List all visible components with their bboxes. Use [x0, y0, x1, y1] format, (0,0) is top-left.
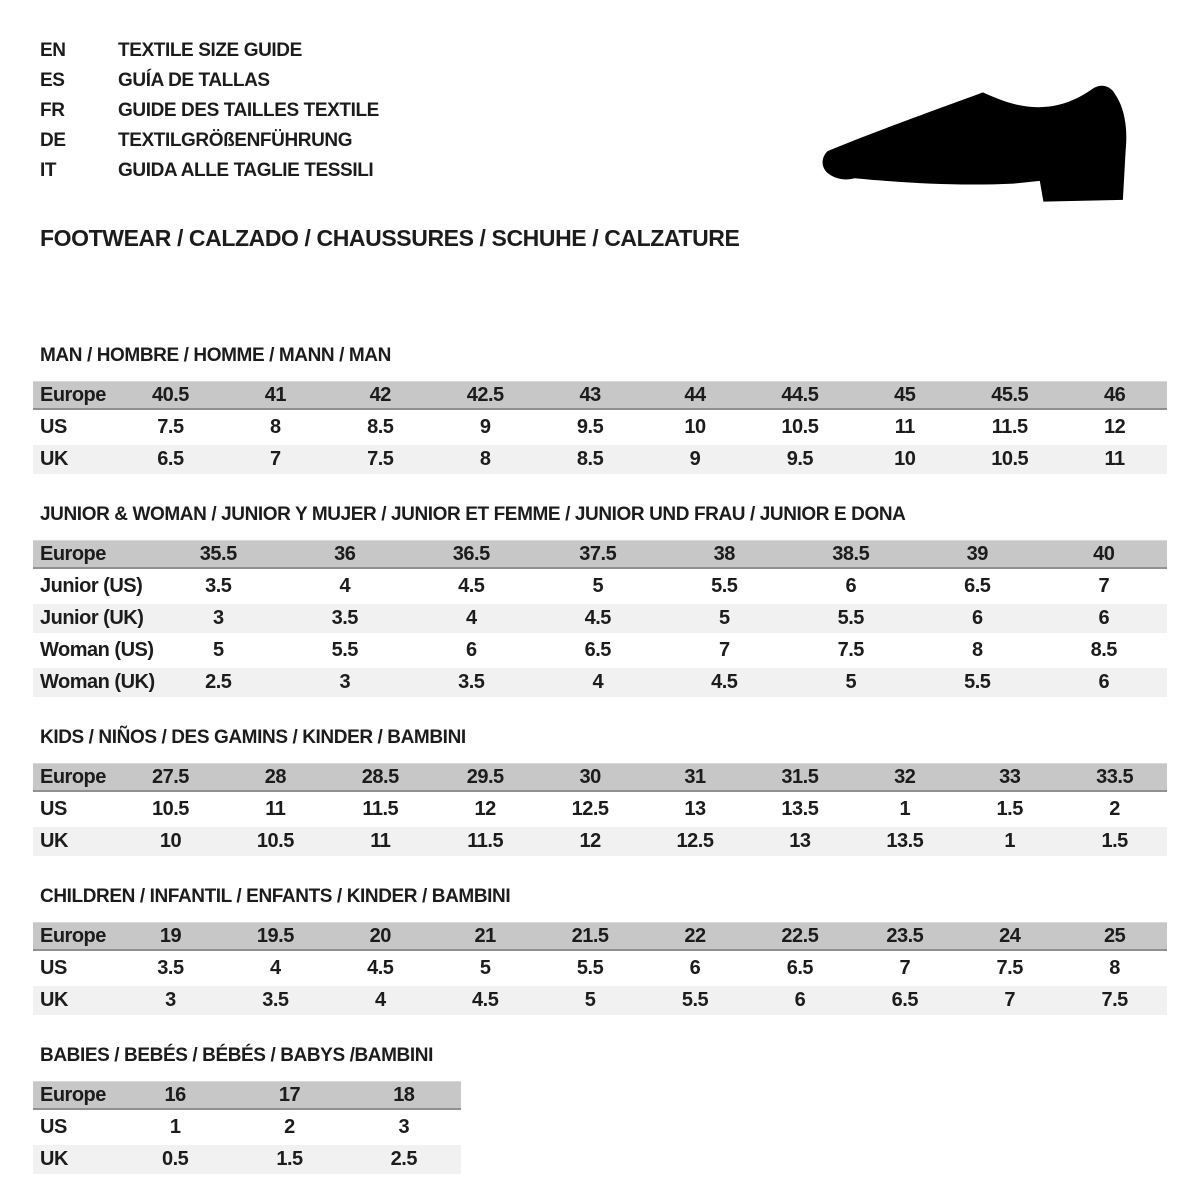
language-label: GUIDE DES TAILLES TEXTILE [118, 100, 379, 121]
size-cell: 8 [479, 448, 491, 470]
row-label: UK [40, 989, 68, 1011]
size-cell: 22.5 [781, 924, 819, 947]
size-cell: 6 [845, 575, 857, 597]
table-row [33, 572, 1167, 601]
size-cell: 8 [971, 639, 983, 661]
table-row [33, 413, 1167, 442]
size-cell: 1.5 [276, 1148, 303, 1170]
table-header-row [33, 763, 1167, 792]
size-cell: 9 [479, 416, 491, 438]
size-cell: 6.5 [964, 575, 991, 597]
size-cell: 10 [684, 416, 706, 438]
size-cell: 3 [339, 671, 351, 693]
size-cell: 8.5 [367, 416, 394, 438]
table-row [33, 668, 1167, 697]
size-cell: 43 [579, 383, 601, 406]
size-cell: 1.5 [1101, 830, 1128, 852]
size-cell: 5 [845, 671, 857, 693]
size-cell: 46 [1103, 383, 1126, 406]
size-cell: 36 [334, 542, 356, 565]
row-label: Europe [40, 765, 106, 788]
size-cell: 38 [713, 542, 735, 565]
size-cell: 2.5 [205, 671, 232, 693]
size-cell: 7.5 [996, 957, 1023, 979]
size-cell: 44.5 [781, 383, 819, 406]
size-cell: 28.5 [361, 765, 399, 788]
size-cell: 3 [398, 1116, 410, 1138]
size-cell: 4.5 [711, 671, 738, 693]
size-cell: 4.5 [472, 989, 499, 1011]
size-cell: 1 [899, 798, 911, 820]
size-cell: 4 [270, 957, 281, 979]
size-cell: 13.5 [781, 798, 819, 820]
size-cell: 7 [899, 957, 911, 979]
size-cell: 10.5 [151, 798, 189, 820]
size-cell: 5.5 [331, 639, 358, 661]
row-label: Junior (US) [40, 575, 143, 597]
language-label: TEXTILGRÖßENFÜHRUNG [118, 130, 353, 151]
row-label: UK [40, 1148, 68, 1170]
row-label: US [40, 957, 67, 979]
row-label: Europe [40, 383, 106, 406]
size-table-kids [33, 763, 1167, 856]
row-label: Woman (UK) [40, 671, 155, 693]
size-cell: 42 [369, 383, 391, 406]
row-label: US [40, 1116, 67, 1138]
size-cell: 36.5 [452, 542, 490, 565]
size-cell: 19.5 [256, 924, 294, 947]
table-header-row [33, 922, 1167, 951]
size-cell: 11.5 [362, 798, 399, 820]
size-table-babies [33, 1081, 461, 1174]
size-cell: 3.5 [458, 671, 485, 693]
size-cell: 12.5 [571, 798, 609, 820]
row-label: US [40, 416, 67, 438]
size-cell: 5.5 [837, 607, 864, 629]
size-cell: 29.5 [466, 765, 504, 788]
size-cell: 35.5 [199, 542, 237, 565]
tables [33, 346, 1167, 1174]
size-cell: 6.5 [584, 639, 611, 661]
size-cell: 25 [1103, 924, 1126, 947]
size-cell: 7.5 [1101, 989, 1128, 1011]
size-cell: 6 [794, 989, 806, 1011]
size-cell: 3 [212, 607, 224, 629]
table-row [33, 1113, 461, 1142]
table-row [33, 445, 1167, 474]
section-gap [33, 477, 1167, 505]
size-cell: 8.5 [576, 448, 604, 470]
table-header-row [33, 540, 1167, 569]
size-cell: 5 [212, 639, 224, 661]
row-label: Europe [40, 1083, 106, 1106]
size-cell: 42.5 [466, 383, 504, 406]
table-row [33, 604, 1167, 633]
section-title: KIDS / NIÑOS / DES GAMINS / KINDER / BAMBINI [40, 727, 466, 748]
size-cell: 11 [370, 830, 391, 852]
table-row [33, 636, 1167, 665]
table-header-row [33, 1081, 461, 1110]
size-cell: 8 [1109, 957, 1120, 979]
size-cell: 1 [169, 1116, 181, 1138]
size-cell: 7 [1098, 575, 1110, 597]
size-cell: 12.5 [676, 830, 714, 852]
size-cell: 41 [264, 383, 286, 406]
size-cell: 0.5 [162, 1148, 189, 1170]
language-label: TEXTILE SIZE GUIDE [118, 40, 302, 61]
size-table-junior-woman [33, 540, 1167, 697]
row-label: UK [40, 830, 68, 852]
section-title: JUNIOR & WOMAN / JUNIOR Y MUJER / JUNIOR ET FEMME / JUNIOR UND FRAU / JUNIOR E DONA [40, 504, 906, 525]
size-table-man [33, 381, 1167, 474]
size-cell: 9 [689, 448, 701, 470]
size-cell: 11 [894, 416, 915, 438]
size-cell: 23.5 [886, 924, 924, 947]
size-cell: 6 [465, 639, 477, 661]
size-cell: 6 [689, 957, 701, 979]
size-cell: 9.5 [786, 448, 814, 470]
size-cell: 3.5 [262, 989, 289, 1011]
size-cell: 13 [789, 830, 811, 852]
size-cell: 31.5 [781, 765, 819, 788]
size-cell: 8 [270, 416, 281, 438]
size-cell: 5 [479, 957, 491, 979]
section-gap [33, 700, 1167, 728]
size-cell: 7.5 [157, 416, 184, 438]
size-cell: 30 [579, 765, 601, 788]
size-cell: 37.5 [579, 542, 617, 565]
language-code: DE [40, 130, 66, 151]
category-line: FOOTWEAR / CALZADO / CHAUSSURES / SCHUHE / CALZATURE [40, 225, 740, 251]
size-cell: 5.5 [576, 957, 604, 979]
size-cell: 7 [718, 639, 730, 661]
size-cell: 5 [592, 575, 604, 597]
section-title: BABIES / BEBÉS / BÉBÉS / BABYS /BAMBINI [40, 1045, 433, 1066]
size-section-babies [33, 1046, 1167, 1174]
row-label: Junior (UK) [40, 607, 144, 629]
size-cell: 4.5 [584, 607, 611, 629]
size-cell: 5.5 [964, 671, 991, 693]
size-cell: 4 [592, 671, 604, 693]
table-header-row [33, 381, 1167, 410]
size-cell: 1.5 [996, 798, 1023, 820]
section-title: MAN / HOMBRE / HOMME / MANN / MAN [40, 345, 391, 366]
size-cell: 40.5 [151, 383, 189, 406]
size-cell: 6 [1098, 671, 1110, 693]
size-cell: 12 [1103, 416, 1126, 438]
table-row [33, 986, 1167, 1015]
size-cell: 4 [339, 575, 351, 597]
size-cell: 38.5 [832, 542, 870, 565]
size-cell: 4.5 [458, 575, 485, 597]
size-cell: 11 [1104, 448, 1125, 470]
size-cell: 6.5 [786, 957, 814, 979]
size-cell: 45.5 [991, 383, 1029, 406]
language-label: GUÍA DE TALLAS [118, 70, 270, 91]
size-cell: 5 [584, 989, 596, 1011]
row-label: UK [40, 448, 68, 470]
size-cell: 5.5 [711, 575, 738, 597]
size-cell: 5.5 [681, 989, 709, 1011]
size-cell: 7 [270, 448, 281, 470]
size-cell: 9.5 [576, 416, 604, 438]
size-cell: 22 [684, 924, 706, 947]
size-cell: 40 [1093, 542, 1115, 565]
size-section-kids [33, 728, 1167, 856]
size-cell: 4 [374, 989, 386, 1011]
size-cell: 13 [684, 798, 706, 820]
section-gap [33, 1018, 1167, 1046]
size-cell: 19 [159, 924, 182, 947]
size-cell: 6 [1098, 607, 1110, 629]
size-cell: 45 [894, 383, 916, 406]
language-code: IT [40, 160, 57, 181]
row-label: Europe [40, 924, 106, 947]
row-label: US [40, 798, 67, 820]
size-cell: 4 [465, 607, 477, 629]
size-cell: 28 [264, 765, 286, 788]
size-cell: 17 [278, 1083, 301, 1106]
size-cell: 13.5 [886, 830, 924, 852]
size-cell: 11.5 [467, 830, 504, 852]
size-cell: 2 [284, 1116, 295, 1138]
table-row [33, 795, 1167, 824]
size-cell: 6.5 [157, 448, 184, 470]
size-cell: 32 [894, 765, 916, 788]
table-row [33, 954, 1167, 983]
size-cell: 31 [684, 765, 706, 788]
size-cell: 33.5 [1096, 765, 1134, 788]
size-cell: 3 [165, 989, 176, 1011]
size-cell: 5 [718, 607, 730, 629]
size-cell: 2 [1109, 798, 1120, 820]
size-cell: 3.5 [331, 607, 358, 629]
size-cell: 3.5 [157, 957, 184, 979]
size-cell: 6.5 [891, 989, 918, 1011]
size-cell: 27.5 [151, 765, 189, 788]
row-label: Europe [40, 542, 106, 565]
size-cell: 10 [894, 448, 916, 470]
size-cell: 8.5 [1090, 639, 1117, 661]
size-cell: 7.5 [367, 448, 394, 470]
language-label: GUIDA ALLE TAGLIE TESSILI [118, 160, 374, 181]
size-cell: 33 [999, 765, 1021, 788]
size-cell: 21 [474, 924, 496, 947]
size-section-man [33, 346, 1167, 474]
size-cell: 11 [265, 798, 286, 820]
size-section-junior-woman [33, 505, 1167, 697]
size-cell: 20 [369, 924, 391, 947]
size-cell: 3.5 [205, 575, 232, 597]
size-cell: 4.5 [367, 957, 394, 979]
section-gap [33, 859, 1167, 887]
language-row [33, 36, 1167, 66]
size-cell: 10.5 [781, 416, 819, 438]
row-label: Woman (US) [40, 639, 154, 661]
size-cell: 44 [684, 383, 706, 406]
size-table-children [33, 922, 1167, 1015]
size-cell: 24 [999, 924, 1021, 947]
section-title: CHILDREN / INFANTIL / ENFANTS / KINDER / BAMBINI [40, 886, 511, 907]
size-cell: 16 [164, 1083, 186, 1106]
shoe-silhouette-icon [805, 68, 1140, 208]
size-cell: 11.5 [991, 416, 1028, 438]
size-cell: 12 [474, 798, 496, 820]
size-cell: 7.5 [837, 639, 864, 661]
size-cell: 10.5 [256, 830, 294, 852]
language-code: EN [40, 40, 66, 61]
size-cell: 18 [393, 1083, 415, 1106]
size-cell: 10.5 [991, 448, 1029, 470]
size-cell: 1 [1004, 830, 1016, 852]
language-code: ES [40, 70, 65, 91]
size-section-children [33, 887, 1167, 1015]
table-row [33, 827, 1167, 856]
size-cell: 10 [159, 830, 182, 852]
size-cell: 2.5 [390, 1148, 417, 1170]
table-row [33, 1145, 461, 1174]
size-cell: 7 [1004, 989, 1016, 1011]
size-cell: 6 [971, 607, 983, 629]
size-cell: 12 [579, 830, 601, 852]
language-code: FR [40, 100, 65, 121]
size-cell: 39 [966, 542, 988, 565]
size-cell: 21.5 [571, 924, 609, 947]
